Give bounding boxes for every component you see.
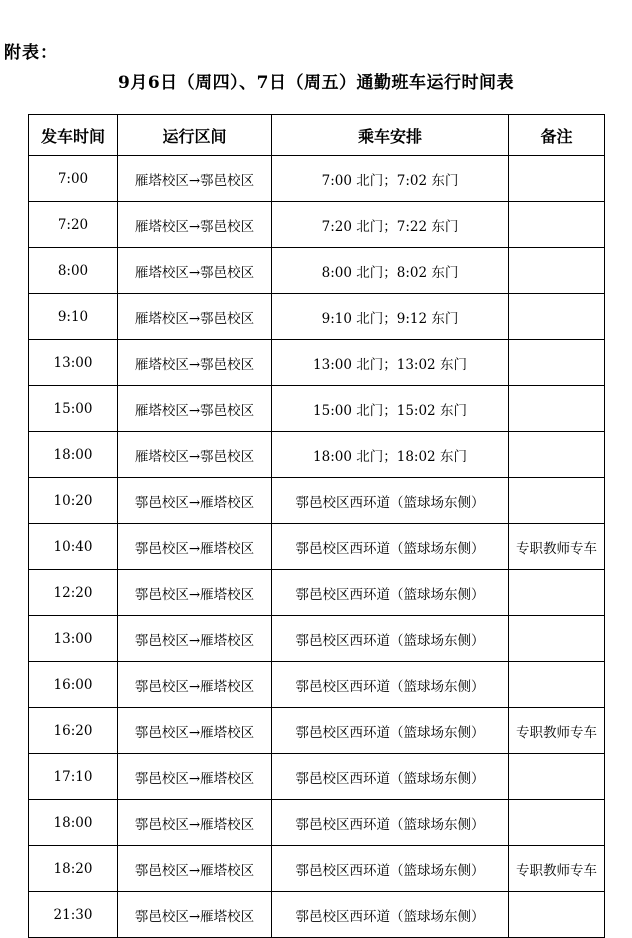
column-header-boarding: 乘车安排 (272, 115, 509, 156)
table-row (29, 386, 605, 432)
cell-remark (509, 432, 605, 478)
table-row (29, 294, 605, 340)
table-row (29, 892, 605, 938)
table-row (29, 754, 605, 800)
cell-remark: 专职教师专车 (509, 708, 605, 754)
cell-remark (509, 386, 605, 432)
cell-remark (509, 892, 605, 938)
column-header-remark: 备注 (509, 115, 605, 156)
cell-route: 雁塔校区→鄠邑校区 (118, 340, 272, 386)
table-header-row (29, 115, 605, 156)
cell-boarding: 7:00 北门；7:02 东门 (272, 156, 509, 202)
cell-boarding: 18:00 北门；18:02 东门 (272, 432, 509, 478)
cell-boarding: 15:00 北门；15:02 东门 (272, 386, 509, 432)
table-row (29, 202, 605, 248)
table-row (29, 708, 605, 754)
cell-route: 鄠邑校区→雁塔校区 (118, 524, 272, 570)
cell-route: 鄠邑校区→雁塔校区 (118, 570, 272, 616)
cell-route: 雁塔校区→鄠邑校区 (118, 386, 272, 432)
cell-remark (509, 340, 605, 386)
table-row (29, 800, 605, 846)
table-body (29, 156, 605, 938)
cell-remark (509, 248, 605, 294)
cell-departure-time: 15:00 (29, 386, 118, 432)
cell-departure-time: 13:00 (29, 340, 118, 386)
cell-boarding: 鄠邑校区西环道（篮球场东侧） (272, 846, 509, 892)
cell-departure-time: 18:00 (29, 800, 118, 846)
attachment-label: 附表： (4, 43, 58, 63)
cell-route: 雁塔校区→鄠邑校区 (118, 248, 272, 294)
cell-route: 雁塔校区→鄠邑校区 (118, 294, 272, 340)
cell-departure-time: 16:20 (29, 708, 118, 754)
table-row (29, 662, 605, 708)
table-row (29, 478, 605, 524)
column-header-departure-time: 发车时间 (29, 115, 118, 156)
shuttle-schedule-table (28, 114, 605, 938)
table-row (29, 432, 605, 478)
cell-departure-time: 18:20 (29, 846, 118, 892)
cell-route: 雁塔校区→鄠邑校区 (118, 432, 272, 478)
table-row (29, 248, 605, 294)
cell-boarding: 鄠邑校区西环道（篮球场东侧） (272, 662, 509, 708)
schedule-table-container (28, 114, 604, 938)
cell-boarding: 鄠邑校区西环道（篮球场东侧） (272, 708, 509, 754)
cell-departure-time: 7:00 (29, 156, 118, 202)
cell-boarding: 鄠邑校区西环道（篮球场东侧） (272, 570, 509, 616)
cell-remark (509, 156, 605, 202)
cell-remark (509, 478, 605, 524)
cell-route: 鄠邑校区→雁塔校区 (118, 754, 272, 800)
cell-departure-time: 17:10 (29, 754, 118, 800)
cell-boarding: 鄠邑校区西环道（篮球场东侧） (272, 478, 509, 524)
table-row (29, 570, 605, 616)
table-row (29, 156, 605, 202)
cell-departure-time: 10:40 (29, 524, 118, 570)
cell-remark (509, 294, 605, 340)
cell-departure-time: 13:00 (29, 616, 118, 662)
cell-route: 鄠邑校区→雁塔校区 (118, 892, 272, 938)
cell-boarding: 鄠邑校区西环道（篮球场东侧） (272, 616, 509, 662)
cell-boarding: 鄠邑校区西环道（篮球场东侧） (272, 524, 509, 570)
table-row (29, 846, 605, 892)
cell-route: 雁塔校区→鄠邑校区 (118, 202, 272, 248)
cell-remark: 专职教师专车 (509, 846, 605, 892)
cell-departure-time: 7:20 (29, 202, 118, 248)
cell-boarding: 鄠邑校区西环道（篮球场东侧） (272, 892, 509, 938)
cell-boarding: 鄠邑校区西环道（篮球场东侧） (272, 754, 509, 800)
cell-route: 鄠邑校区→雁塔校区 (118, 478, 272, 524)
cell-route: 鄠邑校区→雁塔校区 (118, 662, 272, 708)
table-row (29, 340, 605, 386)
cell-departure-time: 18:00 (29, 432, 118, 478)
cell-remark (509, 800, 605, 846)
cell-route: 雁塔校区→鄠邑校区 (118, 156, 272, 202)
cell-remark (509, 616, 605, 662)
cell-route: 鄠邑校区→雁塔校区 (118, 800, 272, 846)
page-title: 9月6日（周四）、7日（周五）通勤班车运行时间表 (118, 73, 514, 93)
table-row (29, 524, 605, 570)
cell-departure-time: 21:30 (29, 892, 118, 938)
column-header-route: 运行区间 (118, 115, 272, 156)
cell-route: 鄠邑校区→雁塔校区 (118, 708, 272, 754)
cell-boarding: 9:10 北门；9:12 东门 (272, 294, 509, 340)
cell-boarding: 13:00 北门；13:02 东门 (272, 340, 509, 386)
cell-remark (509, 754, 605, 800)
cell-remark (509, 570, 605, 616)
table-header (29, 115, 605, 156)
cell-boarding: 7:20 北门；7:22 东门 (272, 202, 509, 248)
cell-remark (509, 662, 605, 708)
cell-boarding: 鄠邑校区西环道（篮球场东侧） (272, 800, 509, 846)
cell-departure-time: 16:00 (29, 662, 118, 708)
cell-departure-time: 12:20 (29, 570, 118, 616)
cell-boarding: 8:00 北门；8:02 东门 (272, 248, 509, 294)
cell-departure-time: 8:00 (29, 248, 118, 294)
cell-departure-time: 10:20 (29, 478, 118, 524)
cell-route: 鄠邑校区→雁塔校区 (118, 846, 272, 892)
cell-remark: 专职教师专车 (509, 524, 605, 570)
cell-remark (509, 202, 605, 248)
cell-route: 鄠邑校区→雁塔校区 (118, 616, 272, 662)
cell-departure-time: 9:10 (29, 294, 118, 340)
table-row (29, 616, 605, 662)
